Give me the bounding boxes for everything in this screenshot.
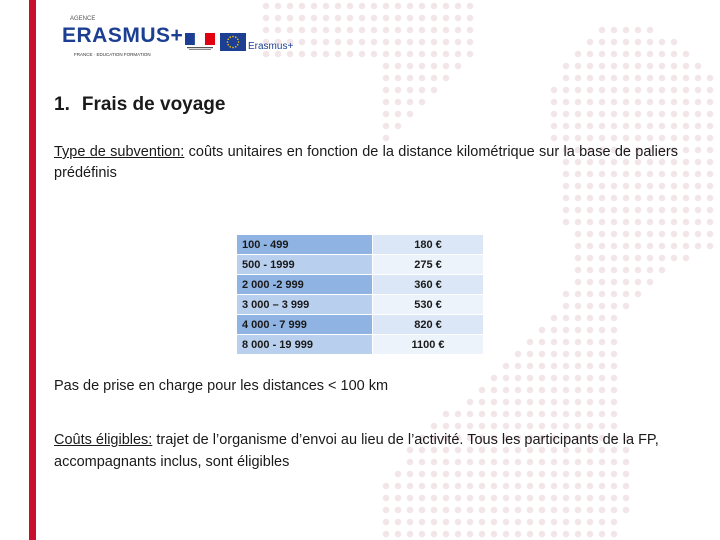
- eligible-costs-label: Coûts éligibles:: [54, 432, 153, 448]
- table-row: [237, 255, 484, 275]
- eligible-costs-text: trajet de l’organisme d’envoi au lieu de l’activité. Tous les participants de la FP, accompagnants inclus, sont éligibles: [54, 432, 659, 470]
- amount-cell: 180 €: [373, 235, 484, 255]
- erasmus-logo: [62, 24, 183, 48]
- table-row: [237, 315, 484, 335]
- erasmus-logo-text: ERASMUS: [62, 24, 171, 47]
- table-row: [237, 275, 484, 295]
- amount-cell: 360 €: [373, 275, 484, 295]
- distance-cell: 8 000 - 19 999: [237, 335, 373, 355]
- minimum-distance-note: Pas de prise en charge pour les distances < 100 km: [54, 378, 389, 394]
- section-heading: [54, 94, 225, 116]
- distance-rates-table: [236, 234, 484, 355]
- table-row: [237, 235, 484, 255]
- agence-label: AGENCE: [70, 16, 96, 22]
- section-number: 1.: [54, 94, 70, 115]
- eu-flag-icon: [220, 33, 246, 51]
- section-title: Frais de voyage: [81, 94, 226, 115]
- distance-cell: 2 000 -2 999: [237, 275, 373, 295]
- amount-cell: 820 €: [373, 315, 484, 335]
- distance-cell: 100 - 499: [237, 235, 373, 255]
- table-row: [237, 335, 484, 355]
- eligible-costs-paragraph: [54, 429, 682, 473]
- amount-cell: 530 €: [373, 295, 484, 315]
- erasmus-logo-plus: +: [170, 24, 184, 47]
- subsidy-type-text: coûts unitaires en fonction de la distance kilométrique sur la base de paliers prédéfinis: [54, 144, 678, 181]
- distance-cell: 4 000 - 7 999: [237, 315, 373, 335]
- table-row: [237, 295, 484, 315]
- subsidy-type-paragraph: [54, 142, 678, 184]
- distance-cell: 500 - 1999: [237, 255, 373, 275]
- amount-cell: 1100 €: [373, 335, 484, 355]
- distance-cell: 3 000 – 3 999: [237, 295, 373, 315]
- subsidy-type-label: Type de subvention:: [54, 144, 185, 160]
- left-accent-bar: [29, 0, 36, 540]
- france-education-label: FRANCE · EDUCATION FORMATION: [74, 52, 151, 57]
- amount-cell: 275 €: [373, 255, 484, 275]
- eu-erasmus-label: Erasmus+: [248, 41, 294, 52]
- republique-francaise-logo: [185, 33, 215, 51]
